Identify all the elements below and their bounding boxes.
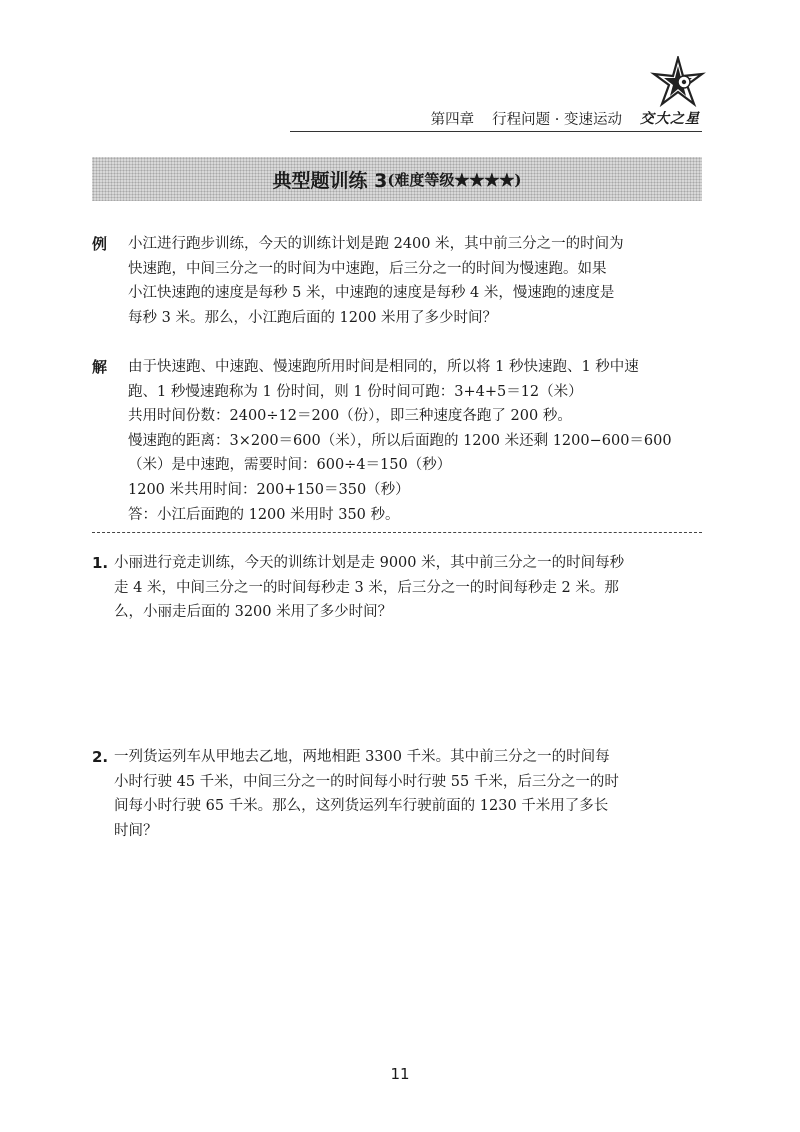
example-block	[92, 232, 702, 330]
chapter-label: 第四章	[430, 111, 475, 128]
example-line: 每秒 3 米。那么，小江跑后面的 1200 米用了多少时间？	[128, 309, 498, 326]
solution-label: 解	[92, 358, 108, 376]
solution-line: 跑、1 秒慢速跑称为 1 份时间，则 1 份时间可跑：3+4+5＝12（米）	[128, 383, 583, 400]
header-rule	[290, 131, 702, 132]
question-number: 1.	[92, 554, 109, 572]
star-logo-icon	[650, 56, 706, 112]
question-1	[92, 551, 702, 625]
solution-block	[92, 355, 702, 527]
section-title-band	[92, 157, 702, 201]
solution-line: 共用时间份数：2400÷12＝200（份），即三种速度各跑了 200 秒。	[128, 408, 572, 425]
page-number: 11	[390, 1065, 410, 1083]
solution-line: 答：小江后面跑的 1200 米用时 350 秒。	[128, 506, 400, 523]
section-title: 典型题训练 3	[272, 169, 388, 192]
question-line: 间每小时行驶 65 千米。那么，这列货运列车行驶前面的 1230 千米用了多长	[114, 798, 609, 815]
dashed-divider	[92, 532, 702, 533]
solution-line: 由于快速跑、中速跑、慢速跑所用时间是相同的，所以将 1 秒快速跑、1 秒中速	[128, 359, 639, 375]
solution-line: （米）是中速跑，需要时间：600÷4＝150（秒）	[128, 457, 452, 474]
topic-label: 行程问题 · 变速运动	[492, 111, 622, 128]
question-line: 走 4 米，中间三分之一的时间每秒走 3 米，后三分之一的时间每秒走 2 米。那	[114, 579, 619, 596]
question-line: 小时行驶 45 千米，中间三分之一的时间每小时行驶 55 千米，后三分之一的时	[114, 773, 619, 790]
question-line: 一列货运列车从甲地去乙地，两地相距 3300 千米。其中前三分之一的时间每	[114, 749, 610, 765]
running-header	[300, 106, 700, 130]
question-2	[92, 745, 702, 843]
difficulty-label: (难度等级★★★★)	[387, 170, 522, 189]
question-line: 时间？	[114, 822, 158, 839]
solution-line: 慢速跑的距离：3×200＝600（米），所以后面跑的 1200 米还剩 1200−600＝600	[128, 432, 672, 449]
question-number: 2.	[92, 748, 109, 766]
example-line: 小江进行跑步训练，今天的训练计划是跑 2400 米，其中前三分之一的时间为	[128, 236, 624, 252]
example-line: 小江快速跑的速度是每秒 5 米，中速跑的速度是每秒 4 米，慢速跑的速度是	[128, 285, 615, 302]
example-line: 快速跑，中间三分之一的时间为中速跑，后三分之一的时间为慢速跑。如果	[128, 260, 607, 277]
question-line: 小丽进行竞走训练，今天的训练计划是走 9000 米，其中前三分之一的时间每秒	[114, 555, 625, 571]
solution-line: 1200 米共用时间：200+150＝350（秒）	[128, 481, 410, 498]
example-label: 例	[92, 235, 108, 253]
question-line: 么，小丽走后面的 3200 米用了多少时间？	[114, 604, 393, 621]
series-name: 交大之星	[640, 111, 700, 127]
